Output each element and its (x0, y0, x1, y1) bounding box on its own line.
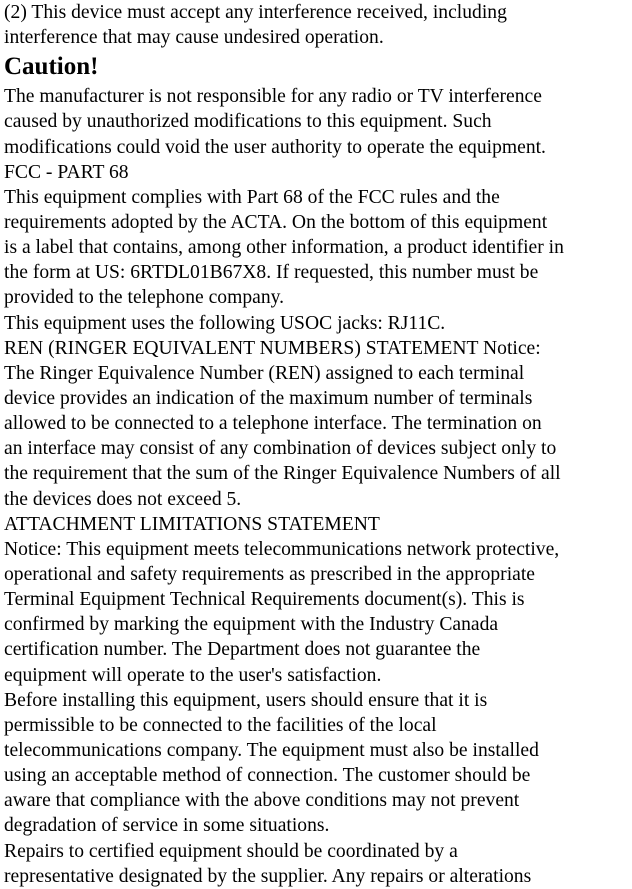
text-line: the devices does not exceed 5. (4, 488, 242, 510)
text-line: equipment will operate to the user's satisfaction. (4, 664, 382, 686)
section-heading-attachment-limitations: ATTACHMENT LIMITATIONS STATEMENT (4, 513, 380, 535)
text-line: allowed to be connected to a telephone interface. The termination on (4, 413, 542, 435)
text-line: Notice: This equipment meets telecommunications network protective, (4, 538, 560, 560)
text-line: is a label that contains, among other information, a product identifier in (4, 237, 564, 259)
text-line: aware that compliance with the above conditions may not prevent (4, 790, 520, 812)
text-line: telecommunications company. The equipment must also be installed (4, 739, 539, 761)
text-line: provided to the telephone company. (4, 287, 285, 309)
text-line: The Ringer Equivalence Number (REN) assigned to each terminal (4, 362, 525, 384)
text-line: the requirement that the sum of the Ringer Equivalence Numbers of all (4, 463, 561, 485)
section-heading-fcc-part-68: FCC - PART 68 (4, 161, 129, 183)
text-line: (2) This device must accept any interference received, including (4, 2, 507, 23)
text-line: the form at US: 6RTDL01B67X8. If requested, this number must be (4, 262, 539, 284)
text-line: using an acceptable method of connection. The customer should be (4, 765, 531, 787)
caution-heading: Caution! (4, 53, 99, 81)
text-line: interference that may cause undesired operation. (4, 27, 384, 49)
text-line: degradation of service in some situations. (4, 815, 330, 837)
text-line: caused by unauthorized modifications to this equipment. Such (4, 111, 492, 133)
text-line: requirements adopted by the ACTA. On the bottom of this equipment (4, 211, 548, 233)
text-line: Repairs to certified equipment should be coordinated by a (4, 840, 458, 862)
text-line: Before installing this equipment, users should ensure that it is (4, 689, 488, 711)
text-line: Terminal Equipment Technical Requirements document(s). This is (4, 589, 525, 611)
text-line: modifications could void the user authority to operate the equipment. (4, 136, 546, 158)
section-heading-ren-statement: REN (RINGER EQUIVALENT NUMBERS) STATEMENT Notice: (4, 337, 541, 359)
text-line: confirmed by marking the equipment with the Industry Canada (4, 614, 499, 636)
text-line: certification number. The Department does not guarantee the (4, 639, 481, 661)
text-line: This equipment complies with Part 68 of the FCC rules and the (4, 186, 500, 208)
text-line: device provides an indication of the maximum number of terminals (4, 387, 533, 409)
text-line: The manufacturer is not responsible for any radio or TV interference (4, 86, 542, 108)
document-page (4, 0, 630, 889)
text-line: operational and safety requirements as prescribed in the appropriate (4, 563, 535, 585)
text-line: representative designated by the supplier. Any repairs or alterations (4, 865, 532, 887)
text-line: This equipment uses the following USOC jacks: RJ11C. (4, 312, 446, 334)
text-line: permissible to be connected to the facilities of the local (4, 714, 437, 736)
text-line: an interface may consist of any combination of devices subject only to (4, 438, 557, 460)
